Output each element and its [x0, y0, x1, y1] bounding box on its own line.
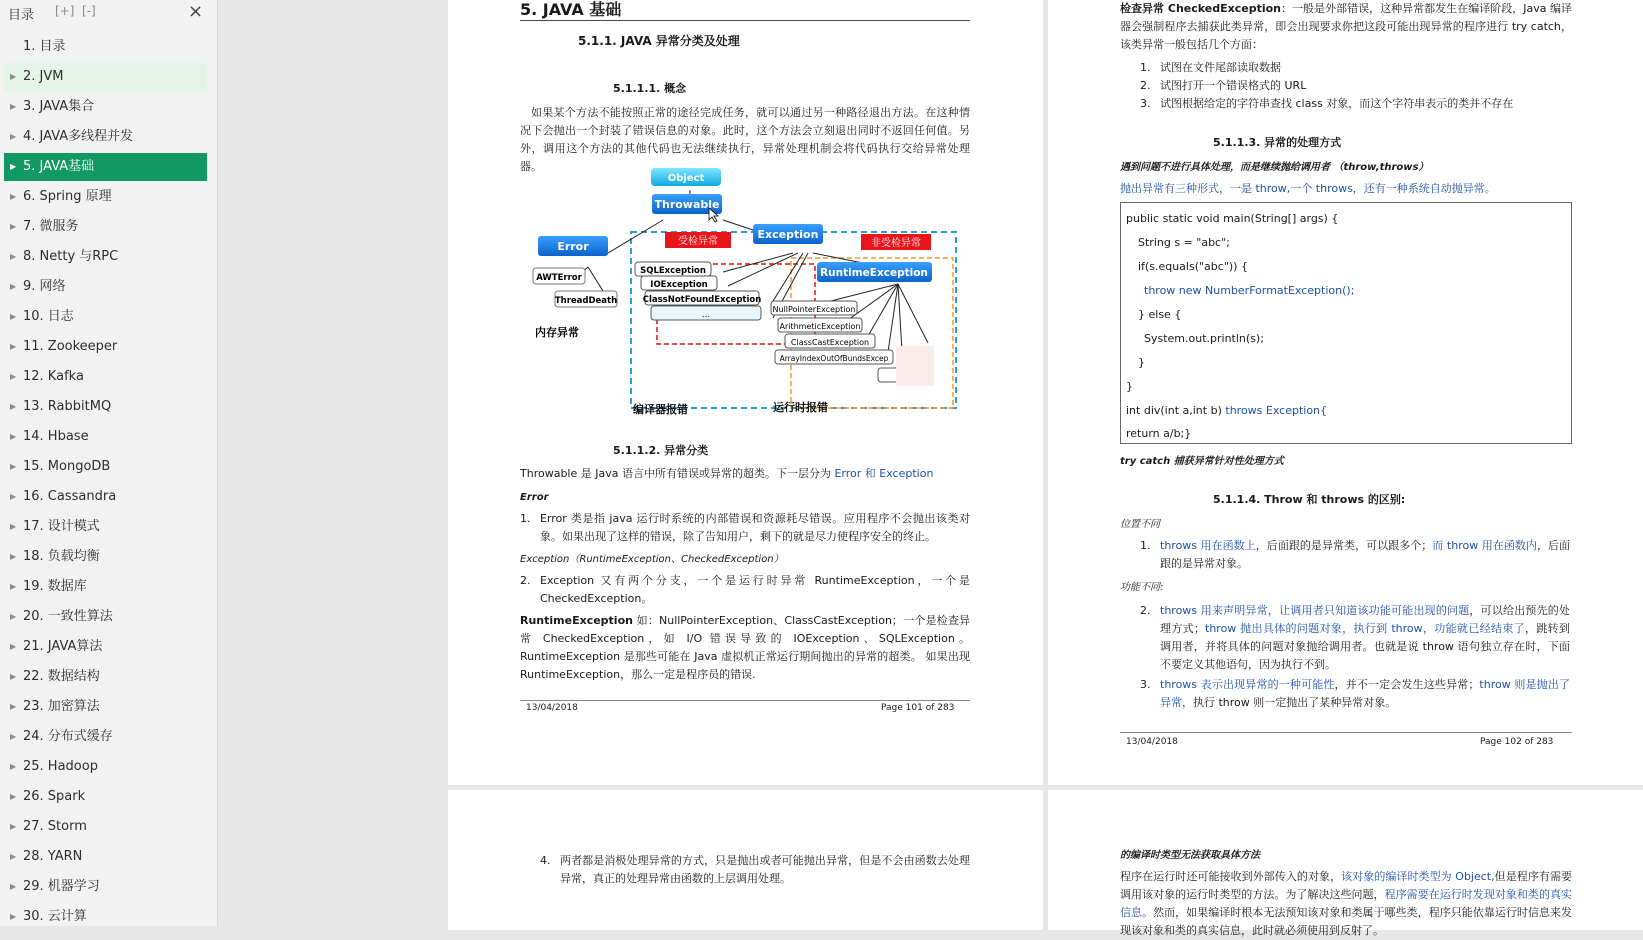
toc-item-label: 29. 机器学习: [23, 879, 100, 894]
toc-item[interactable]: [0, 333, 218, 361]
toc-item[interactable]: [0, 393, 218, 421]
code-line: int div(int a,int b) throws Exception{: [1126, 404, 1328, 417]
toc-item[interactable]: [0, 303, 218, 331]
expand-caret-icon[interactable]: ▶: [10, 72, 17, 81]
toc-item-label: 11. Zookeeper: [23, 339, 118, 354]
toc-item[interactable]: [0, 813, 218, 841]
list-item-diff-3: 3. throws 表示出现异常的一种可能性，并不一定会发生这些异常；throw 则是抛出了异常，执行 throw 则一定抛出了某种异常对象。: [1140, 678, 1570, 709]
toc-item[interactable]: [0, 843, 218, 871]
sidebar-header: [0, 0, 217, 26]
toc-item-label: 15. MongoDB: [23, 459, 111, 474]
expand-caret-icon[interactable]: ▶: [10, 642, 17, 651]
expand-caret-icon[interactable]: ▶: [10, 852, 17, 861]
pdf-page-101: [448, 0, 1043, 785]
expand-caret-icon[interactable]: ▶: [10, 312, 17, 321]
note-compile-type: 的编译时类型无法获取具体方法: [1120, 850, 1260, 861]
toc-item-label: 18. 负载均衡: [23, 549, 100, 564]
expand-caret-icon[interactable]: ▶: [10, 672, 17, 681]
toc-item[interactable]: [0, 363, 218, 391]
node-arithmetic: ArithmeticException: [779, 322, 861, 331]
toc-item[interactable]: [0, 573, 218, 601]
node-more-checked: ...: [701, 310, 711, 320]
node-sqlexception: SQLException: [640, 266, 706, 276]
toc-item-label: 12. Kafka: [23, 369, 84, 384]
node-throwable: Throwable: [654, 198, 720, 211]
exception-hierarchy-diagram: [523, 168, 963, 440]
paragraph-reflection: 程序在运行时还可能接收到外部传入的对象，该对象的编译时类型为 Object,但是程序有需要调用该对象的运行时类型的方法。为了解决这些问题，程序需要在运行时发现对象和类的真实信息。然而，如果编译时根本无法预知该对象和类属于哪些类，程序只能依靠运行时信息来发现该对象和类的真实信息，此时就必须使用到反射了。: [1120, 870, 1573, 937]
toc-item-label: 24. 分布式缓存: [23, 729, 113, 744]
expand-caret-icon[interactable]: ▶: [10, 762, 17, 771]
toc-item[interactable]: [0, 753, 218, 781]
toc-item-label: 6. Spring 原理: [23, 189, 112, 204]
toc-item[interactable]: [0, 903, 218, 931]
toc-item-label: 30. 云计算: [23, 909, 87, 924]
toc-item[interactable]: [0, 723, 218, 751]
label-exception-kinds: Exception（RuntimeException、CheckedException）: [520, 554, 784, 565]
paragraph-checked-exception: 检查异常 CheckedException：一般是外部错误，这种异常都发生在编译阶段，Java 编译器会强制程序去捕获此类异常，即会出现要求你把这段可能出现异常的程序进行 try catch，该类异常一般包括几个方面：: [1120, 2, 1573, 51]
toc-list: [0, 33, 218, 933]
toc-item[interactable]: [0, 213, 218, 241]
toc-item-label: 20. 一致性算法: [23, 609, 113, 624]
label-memory-exception: 内存异常: [535, 326, 579, 339]
toc-item-label: 13. RabbitMQ: [23, 399, 112, 414]
node-awterror: AWTError: [536, 273, 582, 283]
expand-caret-icon[interactable]: ▶: [10, 822, 17, 831]
code-line: public static void main(String[] args) {: [1126, 212, 1339, 225]
heading-java-basics: 5. JAVA 基础: [520, 0, 622, 19]
expand-caret-icon[interactable]: ▶: [10, 492, 17, 501]
code-block: [1120, 202, 1572, 444]
toc-item-label: 27. Storm: [23, 819, 87, 834]
collapse-all-icon[interactable]: [-]: [82, 4, 96, 18]
expand-all-icon[interactable]: [+]: [55, 4, 75, 18]
expand-caret-icon[interactable]: ▶: [10, 552, 17, 561]
toc-item-label: 14. Hbase: [23, 429, 89, 444]
code-line: throw new NumberFormatException();: [1144, 284, 1355, 297]
node-object: Object: [667, 173, 705, 184]
code-line: System.out.println(s);: [1144, 332, 1264, 345]
expand-caret-icon[interactable]: ▶: [10, 792, 17, 801]
node-error: Error: [557, 240, 589, 253]
list-item-diff-1: 1. throws 用在函数上，后面跟的是异常类，可以跟多个；而 throw 用在函数内，后面跟的是异常对象。: [1140, 539, 1571, 570]
toc-sidebar: [0, 0, 218, 926]
toc-item-label: 17. 设计模式: [23, 519, 100, 534]
node-exception: Exception: [757, 228, 819, 241]
toc-item-label: 22. 数据结构: [23, 669, 100, 684]
label-error: Error: [520, 492, 549, 503]
paragraph-throwable: Throwable 是 Java 语言中所有错误或异常的超类。下一层分为 Error 和 Exception: [520, 467, 934, 480]
toc-item-label: 3. JAVA集合: [23, 99, 95, 114]
label-position: 位置不同: [1120, 519, 1160, 530]
expand-caret-icon[interactable]: ▶: [10, 102, 17, 111]
footer-page-number: Page 102 of 283: [1480, 737, 1554, 747]
tag-unchecked: 非受检异常: [871, 238, 921, 249]
toc-item[interactable]: [0, 633, 218, 661]
node-threaddeath: ThreadDeath: [554, 296, 618, 306]
toc-item[interactable]: [0, 243, 218, 271]
heading-exception-classification: 5.1.1. JAVA 异常分类及处理: [578, 34, 740, 48]
expand-caret-icon[interactable]: ▶: [10, 402, 17, 411]
expand-caret-icon[interactable]: ▶: [10, 342, 17, 351]
expand-caret-icon[interactable]: ▶: [10, 132, 17, 141]
toc-item-label: 7. 微服务: [23, 219, 79, 234]
expand-caret-icon[interactable]: ▶: [10, 252, 17, 261]
code-line: if(s.equals("abc")) {: [1138, 260, 1248, 273]
toc-item[interactable]: [0, 513, 218, 541]
node-classnotfound: ClassNotFoundException: [642, 295, 762, 305]
footer-date: 13/04/2018: [526, 703, 578, 713]
list-item-2: 2. 试图打开一个错误格式的 URL: [1140, 79, 1307, 92]
toc-item[interactable]: [0, 453, 218, 481]
expand-caret-icon[interactable]: ▶: [10, 882, 17, 891]
node-npe: NullPointerException: [772, 305, 856, 314]
heading-exception-handling: 5.1.1.3. 异常的处理方式: [1213, 136, 1342, 149]
footer-date: 13/04/2018: [1126, 737, 1178, 747]
list-item-diff-2: 2. throws 用来声明异常，让调用者只知道该功能可能出现的问题，可以给出预先的处理方式；throw 抛出具体的问题对象，执行到 throw，功能就已经结束了，跳转到调用者，并将具体的问题对象抛给调用者。也就是说 throw 语句独立存在时，下面不要定义其他语句，因为执行不到。: [1140, 604, 1571, 671]
toc-item-label: 8. Netty 与RPC: [23, 249, 119, 264]
list-item-1: 1. 试图在文件尾部读取数据: [1140, 61, 1281, 74]
toc-item[interactable]: [0, 483, 218, 511]
list-item-4: 4. 两者都是消极处理异常的方式，只是抛出或者可能抛出异常，但是不会由函数去处理异常，真正的处理异常由函数的上层调用处理。: [540, 854, 970, 885]
toc-item[interactable]: [0, 183, 218, 211]
note-rethrow: 遇到问题不进行具体处理，而是继续抛给调用者 （throw,throws）: [1120, 162, 1429, 173]
node-runtime-exception: RuntimeException: [820, 267, 928, 279]
node-ioexception: IOException: [650, 280, 708, 290]
paragraph-runtime-exception: RuntimeException 如：NullPointerException、ClassCastException；一个是检查异常 CheckedException，如 I/O 错误导致的 IOException、SQLException。 RuntimeException 是那些可能在 Java 虚拟机正常运行期间抛出的异常的超类。 如果出现 RuntimeException，那么一定是程序员的错误.: [520, 614, 970, 681]
toc-item[interactable]: [4, 153, 207, 181]
toc-item[interactable]: [0, 693, 218, 721]
expand-caret-icon[interactable]: ▶: [10, 522, 17, 531]
pdf-page-103: [448, 790, 1043, 930]
tag-checked: 受检异常: [678, 236, 718, 247]
code-line: return a/b;}: [1126, 427, 1192, 440]
pdf-page-102: [1048, 0, 1643, 785]
pdf-page-104: [1048, 790, 1643, 937]
code-line: }: [1138, 356, 1145, 369]
heading-throw-vs-throws: 5.1.1.4. Throw 和 throws 的区别:: [1213, 493, 1406, 506]
heading-concept: 5.1.1.1. 概念: [613, 82, 687, 95]
label-runtime-error: 运行时报错: [773, 401, 828, 414]
toc-item[interactable]: [0, 873, 218, 901]
code-line: String s = "abc";: [1138, 236, 1230, 249]
expand-caret-icon[interactable]: ▶: [10, 462, 17, 471]
code-line: } else {: [1138, 308, 1182, 321]
toc-item[interactable]: [0, 543, 218, 571]
list-item-3: 3. 试图根据给定的字符串查找 class 对象，而这个字符串表示的类并不存在: [1140, 97, 1514, 110]
close-icon[interactable]: ×: [188, 1, 204, 22]
toc-item[interactable]: [0, 603, 218, 631]
toc-item-label: 10. 日志: [23, 309, 74, 324]
footer-page-number: Page 101 of 283: [881, 703, 955, 713]
toc-item[interactable]: [0, 783, 218, 811]
expand-caret-icon[interactable]: ▶: [10, 702, 17, 711]
toc-item-label: 23. 加密算法: [23, 699, 100, 714]
list-item-exception: 2. Exception 又有两个分支，一个是运行时异常 RuntimeException，一个是 CheckedException。: [520, 574, 970, 605]
label-function: 功能不同:: [1120, 582, 1164, 593]
toc-item-label: 28. YARN: [23, 849, 83, 864]
note-try-catch: try catch 捕获异常针对性处理方式: [1120, 456, 1284, 467]
expand-caret-icon[interactable]: ▶: [10, 732, 17, 741]
toc-item-label: 9. 网络: [23, 279, 66, 294]
toc-item[interactable]: [0, 423, 218, 451]
list-item-error: 1. Error 类是指 java 运行时系统的内部错误和资源耗尽错误。应用程序不会抛出该类对象。如果出现了这样的错误，除了告知用户，剩下的就是尽力使程序安全的终止。: [520, 512, 970, 543]
toc-item-label: 4. JAVA多线程并发: [23, 129, 134, 144]
expand-caret-icon[interactable]: ▶: [10, 582, 17, 591]
toc-item[interactable]: [0, 33, 218, 61]
expand-caret-icon[interactable]: ▶: [10, 222, 17, 231]
expand-caret-icon[interactable]: ▶: [10, 282, 17, 291]
toc-item-label: 21. JAVA算法: [23, 639, 103, 654]
node-arrayindex: ArrayIndexOutOfBundsExcep: [779, 354, 889, 363]
expand-caret-icon[interactable]: ▶: [10, 162, 17, 171]
expand-caret-icon[interactable]: ▶: [10, 372, 17, 381]
toc-item-label: 26. Spark: [23, 789, 86, 804]
expand-caret-icon[interactable]: ▶: [10, 612, 17, 621]
toc-item-label: 1. 目录: [23, 39, 66, 54]
note-three-ways: 抛出异常有三种形式，一是 throw,一个 throws，还有一种系统自动抛异常。: [1120, 182, 1496, 195]
heading-exception-types: 5.1.1.2. 异常分类: [613, 444, 709, 457]
toc-item[interactable]: [0, 273, 218, 301]
toc-item[interactable]: [4, 63, 207, 91]
toc-item-label: 5. JAVA基础: [23, 159, 95, 174]
code-line: }: [1126, 380, 1133, 393]
toc-item-label: 19. 数据库: [23, 579, 87, 594]
toc-item-label: 2. JVM: [23, 69, 64, 84]
toc-item[interactable]: [0, 93, 218, 121]
toc-item[interactable]: [0, 663, 218, 691]
label-compile-error: 编译器报错: [633, 403, 688, 416]
toc-item[interactable]: [0, 123, 218, 151]
node-classcast: ClassCastException: [790, 338, 870, 347]
toc-item-label: 25. Hadoop: [23, 759, 98, 774]
expand-caret-icon[interactable]: ▶: [10, 192, 17, 201]
expand-caret-icon[interactable]: ▶: [10, 912, 17, 921]
paragraph-concept: 如果某个方法不能按照正常的途径完成任务，就可以通过另一种路径退出方法。在这种情况下会抛出一个封装了错误信息的对象。此时，这个方法会立刻退出同时不返回任何值。另外，调用这个方法的其他代码也无法继续执行，异常处理机制会将代码执行交给异常处理器。: [520, 106, 970, 173]
toc-item-label: 16. Cassandra: [23, 489, 117, 504]
sidebar-title: 目录: [8, 8, 35, 23]
expand-caret-icon[interactable]: ▶: [10, 432, 17, 441]
